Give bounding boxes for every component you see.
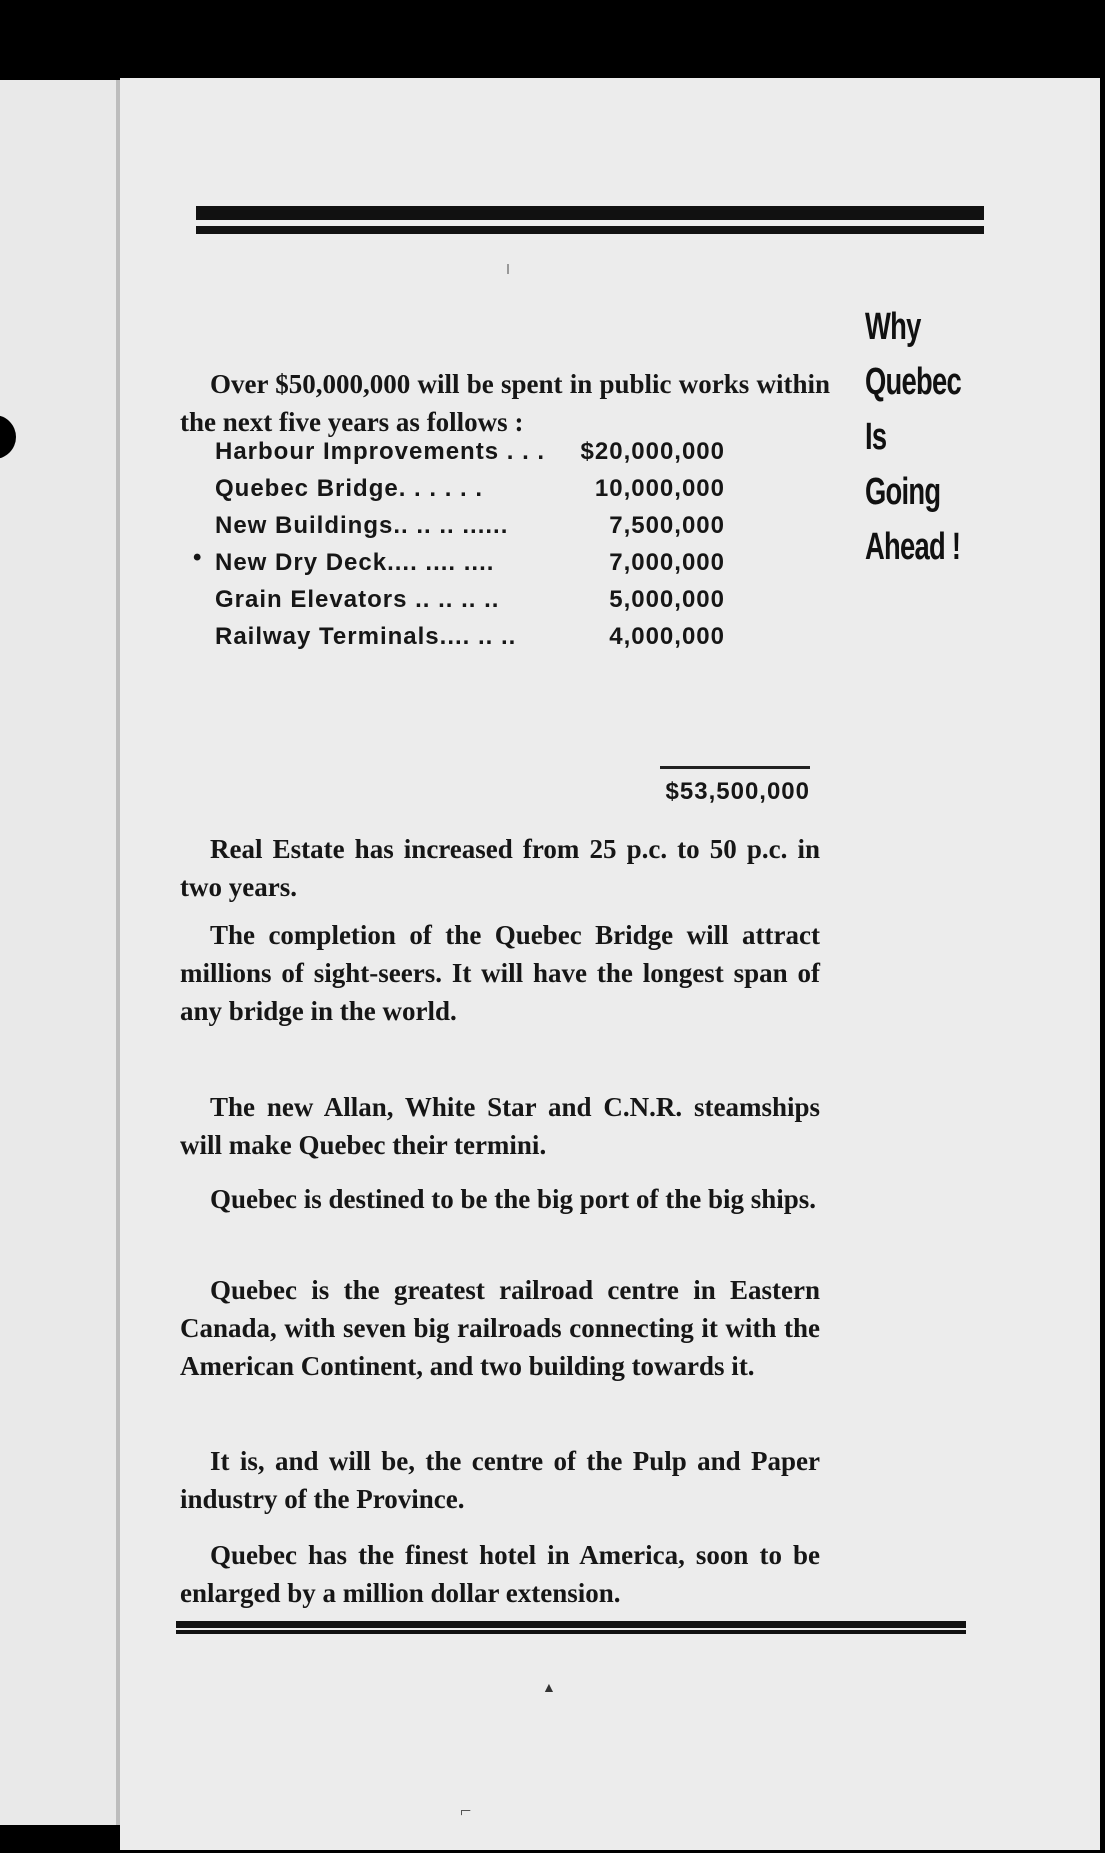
work-label: Railway Terminals.... .. .. — [215, 622, 517, 650]
paragraph: Real Estate has increased from 25 p.c. to 50 p.c. in two years. — [180, 834, 820, 902]
list-item — [215, 507, 725, 544]
work-amount: 7,500,000 — [609, 511, 725, 539]
sidebar-line: Going — [865, 471, 941, 513]
paragraph: It is, and will be, the centre of the Pulp and Paper industry of the Province. — [180, 1446, 820, 1514]
paragraph: The completion of the Quebec Bridge will attract millions of sight-seers. It will have the longest span of any bridge in the world. — [180, 920, 820, 1026]
top-double-rule — [196, 206, 984, 234]
list-item — [215, 433, 725, 470]
sidebar-line: Quebec — [865, 361, 962, 403]
work-label: Quebec Bridge. . . . . . — [215, 474, 484, 502]
work-amount: 10,000,000 — [594, 474, 725, 502]
list-item — [193, 544, 725, 581]
work-label: New Dry Deck.... .... .... — [215, 548, 495, 576]
sidebar-line: Ahead ! — [865, 526, 961, 568]
list-item — [215, 470, 725, 507]
paragraph: Quebec is destined to be the big port of the big ships. — [210, 1184, 817, 1214]
bottom-double-rule — [176, 1621, 966, 1634]
print-mark — [507, 264, 509, 274]
total-underline — [660, 766, 810, 769]
work-label: Grain Elevators .. .. .. .. — [215, 585, 500, 613]
work-label: New Buildings.. .. .. ...... — [215, 511, 509, 539]
paragraph: Quebec has the finest hotel in America, soon to be enlarged by a million dollar extension. — [180, 1540, 820, 1608]
work-amount: 5,000,000 — [609, 585, 725, 613]
paragraph: The new Allan, White Star and C.N.R. steamships will make Quebec their termini. — [180, 1092, 820, 1160]
work-label: Harbour Improvements . . . — [215, 437, 546, 465]
list-item — [215, 581, 725, 618]
intro-paragraph: Over $50,000,000 will be spent in public works within the next five years as follows : — [180, 369, 830, 437]
scan-artifact: ⌐ — [460, 1800, 472, 1822]
list-item — [215, 618, 725, 655]
sidebar-heading — [865, 300, 962, 575]
document-page — [120, 78, 1100, 1850]
public-works-list — [193, 433, 725, 655]
work-amount: 4,000,000 — [609, 622, 725, 650]
print-mark: ▲ — [542, 1681, 556, 1696]
total-amount: $53,500,000 — [665, 778, 810, 805]
paragraph: Quebec is the greatest railroad centre in Eastern Canada, with seven big railroads connecting it with the American Continent, and two building towards it. — [180, 1275, 820, 1381]
sidebar-line: Why — [865, 306, 921, 348]
work-amount: 7,000,000 — [609, 548, 725, 576]
sidebar-line: Is — [865, 416, 887, 458]
bullet-mark: • — [193, 544, 202, 571]
work-amount: $20,000,000 — [580, 437, 725, 465]
facing-page-edge — [0, 80, 118, 1825]
